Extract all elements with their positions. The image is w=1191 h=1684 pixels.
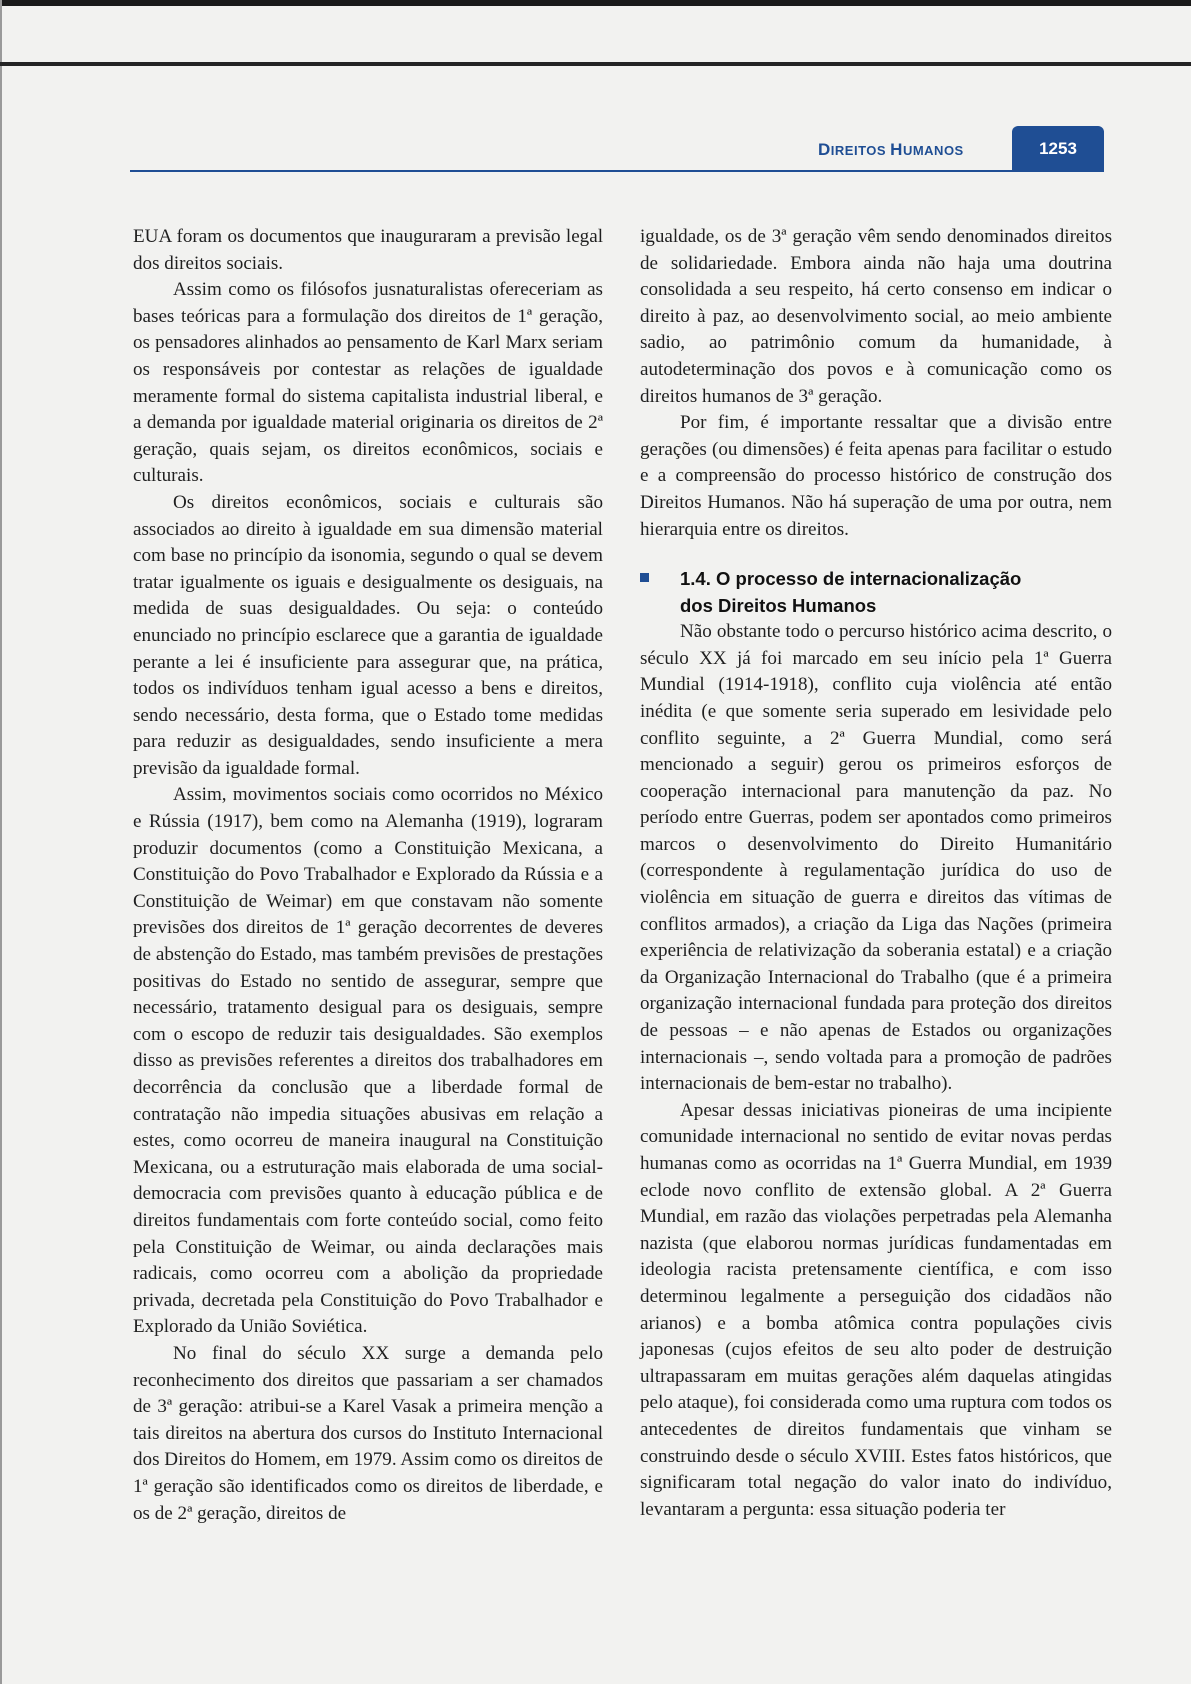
section-heading-line-2: dos Direitos Humanos xyxy=(680,595,877,617)
scan-top-edge xyxy=(0,0,1191,6)
running-title-rest-1: IREITOS xyxy=(830,143,891,158)
section-heading-line-1: 1.4. O processo de internacionalização xyxy=(680,568,1022,590)
page-number: 1253 xyxy=(1039,139,1077,158)
running-title-initial-2: H xyxy=(890,140,903,159)
right-paragraph-3: Não obstante todo o percurso histórico acima descrito, o século XX já foi marcado em seu início pela 1ª Guerra Mundial (1914-1918), conflito cuja violência até então inédita (e que somente seria superado em lesividade pelo conflito seguinte, a 2ª Guerra Mundial, como será mencionado a seguir) gerou os primeiros esforços de cooperação internacional para manutenção da paz. No período entre Guerras, podem ser apontados como primeiros marcos o desenvolvimento do Direito Humanitário (correspondente à regulamentação jurídica do uso de violência em situação de guerra e direitos das vítimas de conflitos armados), a criação da Liga das Nações (primeira experiência de relativização da soberania estatal) e a criação da Organização Internacional do Trabalho (que é a primeira organização internacional fundada para proteção dos direitos de pessoas – e não apenas de Estados ou organizações internacionais –, sendo voltada para a promoção de padrões internacionais de bem-estar no trabalho). xyxy=(640,621,1112,1095)
running-title-initial-1: D xyxy=(818,140,831,159)
right-column xyxy=(640,224,1112,1523)
running-title-rest-2: UMANOS xyxy=(902,143,964,158)
section-bullet-icon xyxy=(640,573,649,582)
right-paragraph-1: igualdade, os de 3ª geração vêm sendo denominados direitos de solidariedade. Embora ainda não haja uma doutrina consolidada a seu respeito, há certo consenso em indicar o direito à paz, ao desenvolvimento social, ao meio ambiente sadio, ao patrimônio comum da humanidade, à autodeterminação dos povos e à comunicação como os direitos humanos de 3ª geração. xyxy=(640,226,1112,407)
page-number-tab xyxy=(1012,126,1104,172)
left-paragraph-2: Assim como os filósofos jusnaturalistas ofereceriam as bases teóricas para a formulação dos direitos de 1ª geração, os pensadores alinhados ao pensamento de Karl Marx seriam os responsáveis por contestar as relações de igualdade meramente formal do sistema capitalista industrial liberal, e a demanda por igualdade material originaria os direitos de 2ª geração, quais sejam, os direitos econômicos, sociais e culturais. xyxy=(133,279,603,487)
running-title xyxy=(818,140,968,160)
left-paragraph-5: No final do século XX surge a demanda pelo reconhecimento dos direitos que passariam a ser chamados de 3ª geração: atribui-se a Karel Vasak a primeira menção a tais direitos na abertura dos cursos do Instituto Internacional dos Direitos do Homem, em 1979. Assim como os direitos de 1ª geração são identificados como os direitos de liberdade, e os de 2ª geração, direitos de xyxy=(133,1342,603,1524)
left-paragraph-4: Assim, movimentos sociais como ocorridos no México e Rússia (1917), bem como na Alemanha (1919), lograram produzir documentos (como a Constituição Mexicana, a Constituição do Povo Trabalhador e Explorado da Rússia e a Constituição de Weimar) em que constavam não somente previsões dos direitos de 1ª geração decorrentes de deveres de abstenção do Estado, mas também previsões de prestações positivas do Estado no sentido de assegurar, sempre que necessário, tratamento desigual para os desiguais, sempre com o escopo de reduzir tais desigualdades. São exemplos disso as previsões referentes a direitos dos trabalhadores em decorrência da conclusão que a liberdade formal de contratação não impedia situações abusivas em relação a estes, como ocorreu de maneira inaugural na Constituição Mexicana, ou a estruturação mais elaborada de uma social-democracia com previsões quanto à educação pública e de direitos fundamentais com forte conteúdo social, como feito pela Constituição de Weimar, ou ainda declarações mais radicais, como ocorreu com a abolição da propriedade privada, decretada pela Constituição do Povo Trabalhador e Explorado da União Soviética. xyxy=(133,784,603,1338)
top-rule xyxy=(0,62,1191,66)
scan-left-edge xyxy=(0,0,2,1684)
section-heading xyxy=(640,565,1112,619)
right-paragraph-2: Por fim, é importante ressaltar que a divisão entre gerações (ou dimensões) é feita apenas para facilitar o estudo e a compreensão do processo histórico de construção dos Direitos Humanos. Não há superação de uma por outra, nem hierarquia entre os direitos. xyxy=(640,412,1112,540)
left-paragraph-3: Os direitos econômicos, sociais e culturais são associados ao direito à igualdade em sua dimensão material com base no princípio da isonomia, segundo o qual se devem tratar igualmente os iguais e desigualmente os desiguais, na medida de suas desigualdades. Ou seja: o conteúdo enunciado no princípio esclarece que a garantia de igualdade perante a lei é insuficiente para assegurar que, na prática, todos os indivíduos tenham igual acesso a bens e direitos, sendo necessário, desta forma, que o Estado tome medidas para reduzir as desigualdades, sendo insuficiente a mera previsão da igualdade formal. xyxy=(133,491,603,779)
left-column xyxy=(133,224,603,1527)
right-paragraph-4: Apesar dessas iniciativas pioneiras de uma incipiente comunidade internacional no sentido de evitar novas perdas humanas como as ocorridas na 1ª Guerra Mundial, em 1939 eclode novo conflito de extensão global. A 2ª Guerra Mundial, em razão das violações perpetradas pela Alemanha nazista (que elaborou normas jurídicas fundamentadas em ideologia racista pretensamente científica, e com isso determinou legalmente a perseguição dos cidadãos não arianos) e a bomba atômica contra populações civis japonesas (cujos efeitos de seu alto poder de destruição ultrapassaram em muitas gerações além daquelas atingidas pelo ataque), foi considerada como uma ruptura com todos os antecedentes de direitos fundamentais que vinham se construindo desde o século XVIII. Estes fatos históricos, que significaram total negação do valor inato do indivíduo, levantaram a pergunta: essa situação poderia ter xyxy=(640,1099,1112,1520)
left-paragraph-1: EUA foram os documentos que inauguraram a previsão legal dos direitos sociais. xyxy=(133,226,603,274)
header-rule xyxy=(130,170,1102,172)
